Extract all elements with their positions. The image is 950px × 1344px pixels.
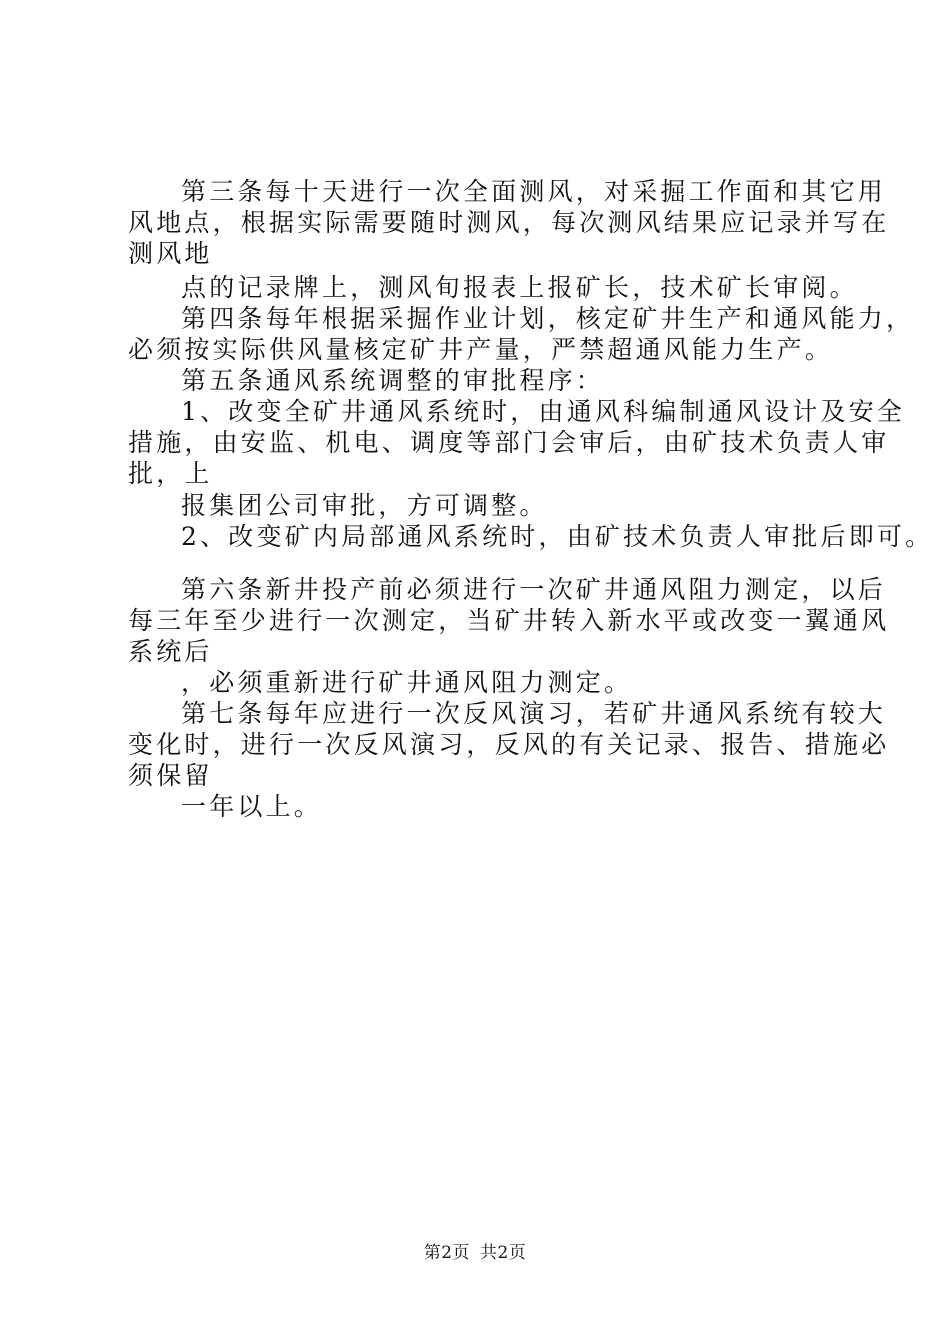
text-line-6: 必须按实际供风量核定矿井产量，严禁超通风能力生产。 [128,335,834,364]
text-line-3: 测风地 [128,239,213,268]
text-line-10: 批，上 [128,459,213,488]
text-line-19: 须保留 [128,761,213,790]
text-line-14: 每三年至少进行一次测定，当矿井转入新水平或改变一翼通风 [128,606,890,635]
text-line-12: 2、改变矿内局部通风系统时，由矿技术负责人审批后即可。 [181,522,934,551]
text-line-5: 第四条每年根据采掘作业计划，核定矿井生产和通风能力， [181,304,915,333]
text-line-18: 变化时，进行一次反风演习，反风的有关记录、报告、措施必 [128,730,890,759]
total-pages-indicator: 共2页 [479,1243,527,1263]
text-line-16: ，必须重新进行矿井通风阻力测定。 [181,668,633,697]
text-line-8: 1、改变全矿井通风系统时，由通风科编制通风设计及安全 [181,397,906,426]
text-line-7: 第五条通风系统调整的审批程序： [181,366,605,395]
text-line-13: 第六条新井投产前必须进行一次矿井通风阻力测定，以后 [181,575,887,604]
text-line-11: 报集团公司审批，方可调整。 [181,491,548,520]
text-line-20: 一年以上。 [181,792,323,821]
page-footer [0,1241,950,1265]
current-page-indicator: 第2页 [423,1243,471,1263]
text-line-4: 点的记录牌上，测风旬报表上报矿长，技术矿长审阅。 [181,273,858,302]
text-line-17: 第七条每年应进行一次反风演习，若矿井通风系统有较大 [181,699,887,728]
text-line-2: 风地点，根据实际需要随时测风，每次测风结果应记录并写在 [128,208,890,237]
text-line-9: 措施，由安监、机电、调度等部门会审后，由矿技术负责人审 [128,428,890,457]
text-line-1: 第三条每十天进行一次全面测风，对采掘工作面和其它用 [181,177,887,206]
text-line-15: 系统后 [128,637,213,666]
